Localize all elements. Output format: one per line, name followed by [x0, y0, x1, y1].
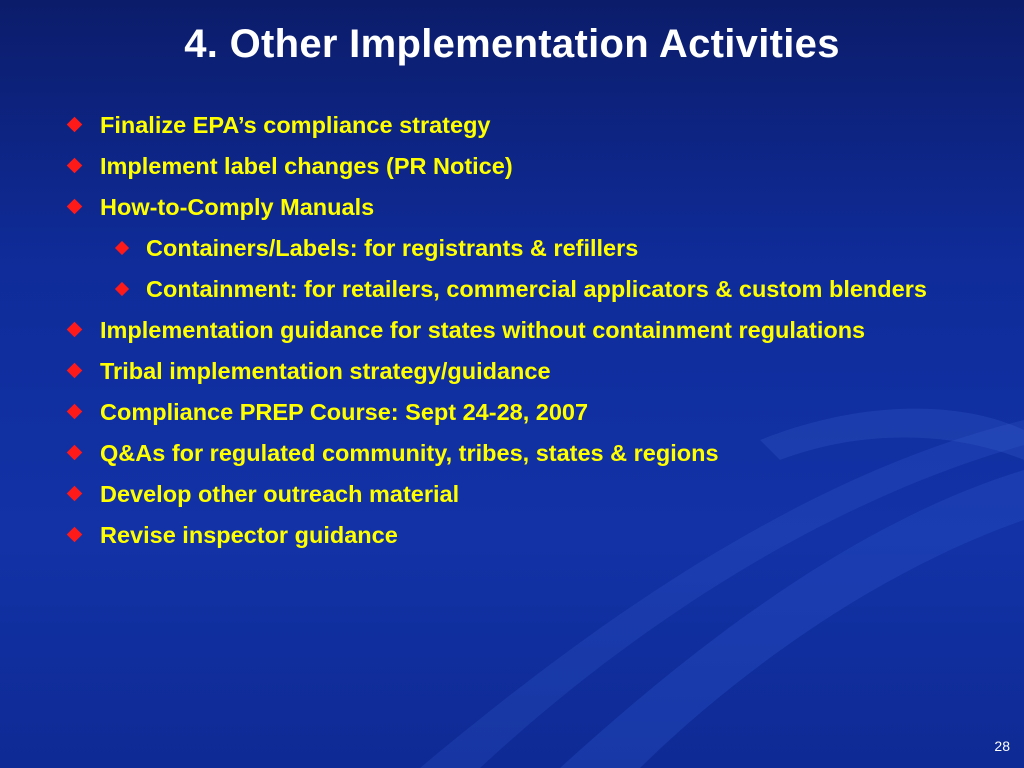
- red-diamond-icon: [67, 322, 83, 338]
- red-diamond-icon: [67, 117, 83, 133]
- sub-bullet-item: [112, 272, 986, 306]
- bullet-text: Implementation guidance for states without containment regulations: [100, 317, 866, 343]
- bullet-text: Compliance PREP Course: Sept 24-28, 2007: [100, 399, 589, 425]
- bullet-list: [66, 108, 986, 559]
- bullet-item: [66, 518, 986, 552]
- bullet-text: How-to-Comply Manuals: [100, 194, 375, 220]
- bullet-text: Develop other outreach material: [100, 481, 460, 507]
- bullet-item: [66, 149, 986, 183]
- bullet-item: [66, 395, 986, 429]
- red-diamond-icon: [67, 445, 83, 461]
- bullet-item: [66, 354, 986, 388]
- bullet-item: [66, 313, 986, 347]
- bullet-item: [66, 190, 986, 224]
- bullet-item: [66, 436, 986, 470]
- red-diamond-icon: [67, 158, 83, 174]
- page-number: 28: [994, 738, 1010, 754]
- red-diamond-icon: [67, 199, 83, 215]
- bullet-text: Containers/Labels: for registrants & refillers: [146, 235, 639, 261]
- bullet-text: Revise inspector guidance: [100, 522, 398, 548]
- slide-title: 4. Other Implementation Activities: [184, 22, 840, 66]
- red-diamond-icon: [115, 282, 129, 296]
- bullet-text: Containment: for retailers, commercial applicators & custom blenders: [146, 276, 927, 302]
- bullet-text: Q&As for regulated community, tribes, states & regions: [100, 440, 719, 466]
- red-diamond-icon: [67, 486, 83, 502]
- bullet-text: Implement label changes (PR Notice): [100, 153, 513, 179]
- sub-bullet-item: [112, 231, 986, 265]
- bullet-item: [66, 477, 986, 511]
- bullet-item: [66, 108, 986, 142]
- bullet-text: Finalize EPA’s compliance strategy: [100, 112, 491, 138]
- red-diamond-icon: [67, 527, 83, 543]
- bullet-text: Tribal implementation strategy/guidance: [100, 358, 551, 384]
- red-diamond-icon: [67, 404, 83, 420]
- red-diamond-icon: [115, 241, 129, 255]
- red-diamond-icon: [67, 363, 83, 379]
